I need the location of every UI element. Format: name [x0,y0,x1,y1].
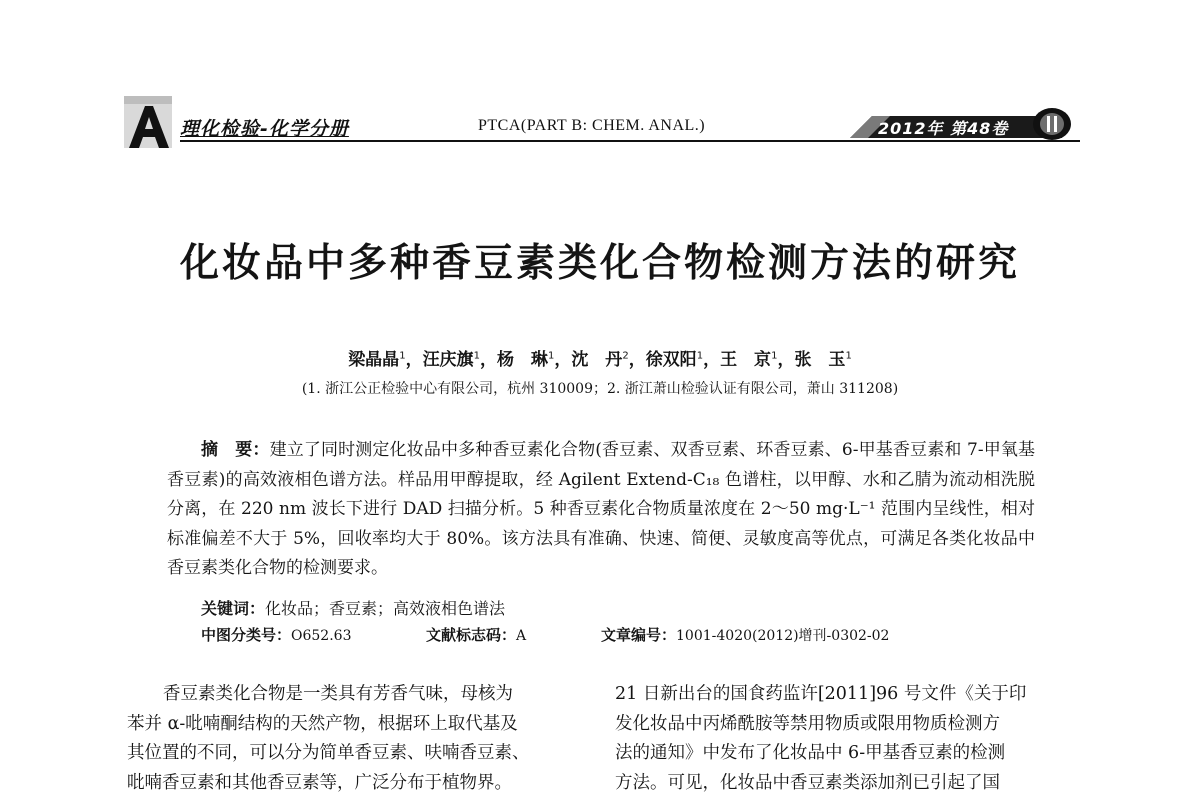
keywords [201,596,505,619]
author-affiliation-marker: 2 [622,350,629,362]
volume-label: 2012年 第48卷 [878,119,1009,138]
body-line: 方法。可见，化妆品中香豆素类添加剂已引起了国 [615,772,1000,793]
page-tab-icon [1032,107,1072,141]
author [423,350,480,370]
author [794,350,851,370]
keywords-label: 关键词： [201,599,266,618]
keywords-value: 化妆品；香豆素；高效液相色谱法 [265,599,506,618]
author-separator: ， [703,350,721,370]
affiliations: (1. 浙江公正检验中心有限公司，杭州 310009；2. 浙江萧山检验认证有限公司，萧山 311208) [301,381,899,397]
document-code-label: 文献标志码： [426,626,517,644]
abstract-line: 建立了同时测定化妆品中多种香豆素化合物(香豆素、双香豆素、环香豆素、6-甲基香豆 [269,440,928,460]
article-title: 化妆品中多种香豆素类化合物检测方法的研究 [179,241,1020,286]
author-name: 汪庆旗 [422,350,474,370]
author [497,350,554,370]
article-number-label: 文章编号： [601,626,677,644]
body-line: 香豆素类化合物是一类具有芳香气味，母核为 [163,684,513,704]
body-line: 吡喃香豆素和其他香豆素等，广泛分布于植物界。 [127,772,512,793]
journal-name: 理化检验-化学分册 [180,118,349,140]
author [571,350,628,370]
abstract-line: 确、快速、简便、灵敏度高等优点，可满足各类化妆品中香豆素类化合物的检测要求。 [167,528,1036,579]
author-name: 张 玉 [794,350,846,370]
author-list [0,345,1200,370]
author-name: 王 京 [720,350,772,370]
clc-number [201,624,426,645]
author-separator: ， [777,350,795,370]
author [646,350,703,370]
author-separator: ， [554,350,572,370]
body-line: 发化妆品中丙烯酰胺等禁用物质或限用物质检测方 [615,713,1000,734]
document-code [426,624,601,645]
header-rule [180,140,1080,142]
journal-logo-icon [124,96,172,148]
abstract-line: 素和 7-甲氧基香豆素)的高效液相色谱方法。样品用甲醇提取，经 Agilent Extend-C₁₈ 色谱柱，以甲 [167,440,1036,490]
body-column-left [127,680,585,798]
body-line: 苯并 α-吡喃酮结构的天然产物，根据环上取代基及 [127,713,518,734]
body-line: 法的通知》中发布了化妆品中 6-甲基香豆素的检测 [615,743,1006,763]
body-line: 21 日新出台的国食药监许[2011]96 号文件《关于印 [615,684,1027,704]
article-number-value: 1001-4020(2012)增刊-0302-02 [676,628,890,644]
journal-abbreviation: PTCA(PART B: CHEM. ANAL.) [478,117,706,134]
abstract-line: 度在 2～50 mg·L⁻¹ 范围内呈线性，相对标准偏差不大于 5%，回收率均大于 80%。该方法具有准 [167,499,1035,549]
author-separator: ， [405,350,423,370]
body-line: 其位置的不同，可以分为简单香豆素、呋喃香豆素、 [127,743,530,763]
author-name: 沈 丹 [571,350,623,370]
author [348,350,405,370]
clc-value: O652.63 [291,628,352,644]
document-code-value: A [516,628,527,644]
classification-line [201,624,889,645]
article-number [601,624,889,645]
author-separator: ， [628,350,646,370]
body-column-right [615,680,1081,798]
journal-header [118,94,1080,150]
clc-label: 中图分类号： [201,626,292,644]
author-name: 梁晶晶 [348,350,400,370]
author-affiliation-marker: 1 [547,350,555,362]
author-name: 杨 琳 [496,350,548,370]
abstract-label: 摘 要： [201,440,270,460]
author-affiliation-marker: 1 [845,350,852,362]
author-separator: ， [479,350,497,370]
abstract-line: 醇、水和乙腈为流动相洗脱分离，在 220 nm 波长下进行 DAD 扫描分析。5 种香豆素化合物质量浓 [167,469,1035,520]
author-name: 徐双阳 [645,350,697,370]
abstract [167,436,1035,584]
author-affiliation-marker: 1 [473,350,480,362]
author-affiliation-marker: 1 [771,350,778,362]
author-affiliation-marker: 1 [399,350,406,362]
author-affiliation-marker: 1 [696,350,704,362]
author [720,350,777,370]
